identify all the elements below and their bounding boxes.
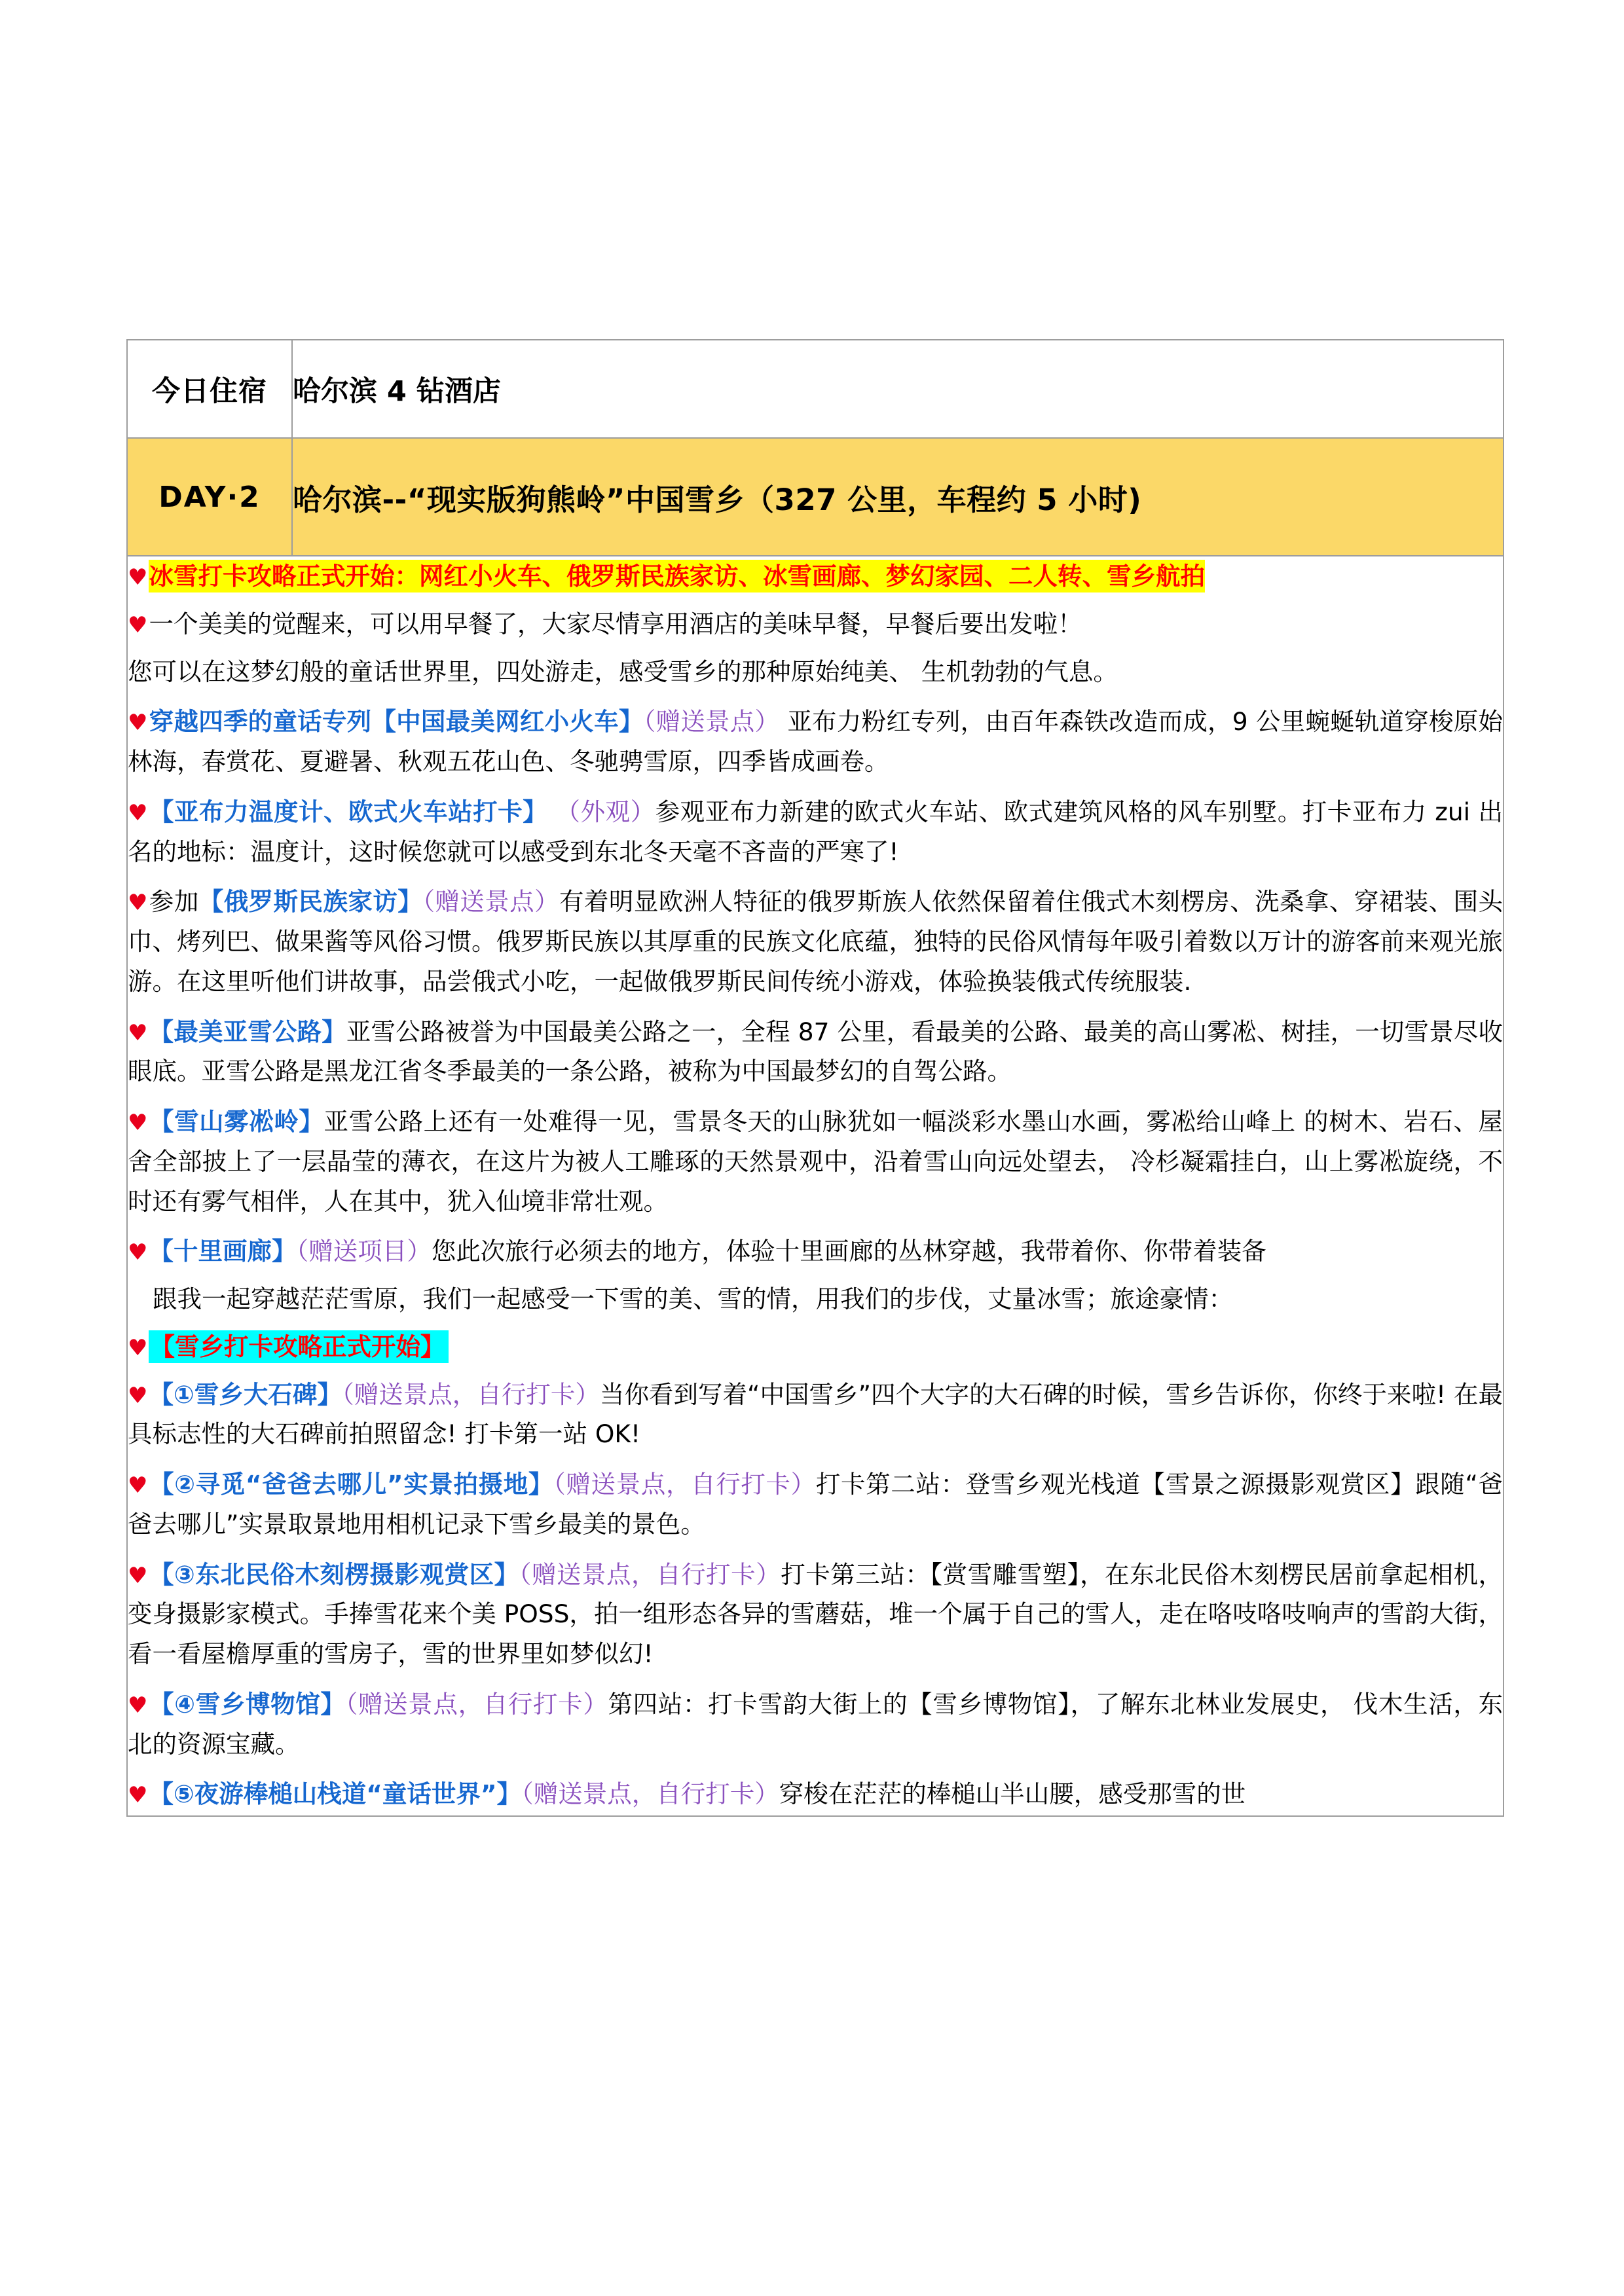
paragraph-checkpoint-5 xyxy=(128,1774,1503,1814)
checkpoint-4-heading: 【④雪乡博物馆】 xyxy=(149,1689,346,1719)
heart-bullet-icon: ♥ xyxy=(128,799,148,826)
rime-heading: 【雪山雾凇岭】 xyxy=(149,1107,324,1136)
heart-bullet-icon: ♥ xyxy=(128,1334,148,1361)
train-text: 亚布力粉红专列，由百年森铁改造而成，9 公里蜿蜒轨道穿梭原始林海，春赏花、夏避暑、秋观五花山色、冬驰骋雪原，四季皆成画卷。 xyxy=(128,707,1504,776)
table-row-content xyxy=(127,556,1504,1816)
heart-bullet-icon: ♥ xyxy=(128,1110,149,1136)
checkpoint-2-heading: 【②寻觅“爸爸去哪儿”实景拍摄地】 xyxy=(149,1470,554,1499)
paragraph-checkpoint-3 xyxy=(128,1555,1503,1674)
gallery-heading: 【十里画廊】 xyxy=(149,1237,297,1266)
highway-heading: 【最美亚雪公路】 xyxy=(149,1017,346,1046)
checkpoint-2-note: （赠送景点，自行打卡） xyxy=(553,1470,816,1499)
checkpoint-5-heading: 【⑤夜游棒槌山栈道“童话世界”】 xyxy=(149,1779,522,1809)
train-note: （赠送景点） xyxy=(643,707,780,737)
paragraph-checkpoint-4 xyxy=(128,1685,1503,1764)
checkpoint-3-text: 打卡第三站：【赏雪雕雪塑】，在东北民俗木刻楞民居前拿起相机，变身摄影家模式。手捧雪花来个美 POSS，拍一组形态各异的雪蘑菇，堆一个属于自己的雪人，走在咯吱咯吱响声的雪韵大街，看一看屋檐厚重的雪房子，雪的世界里如梦似幻! xyxy=(128,1559,1504,1668)
checkpoint-1-text: 当你看到写着“中国雪乡”四个大字的大石碑的时候，雪乡告诉你，你终于来啦! 在最具标志性的大石碑前拍照留念! 打卡第一站 OK! xyxy=(128,1379,1504,1449)
paragraph-checkpoint-1 xyxy=(128,1375,1503,1455)
rime-text: 亚雪公路上还有一处难得一见，雪景冬天的山脉犹如一幅淡彩水墨山水画，雾凇给山峰上 的树木、岩石、屋舍全部披上了一层晶莹的薄衣，在这片为被人工雕琢的天然景观中，沿着雪山向远处望去， 冷杉凝霜挂白，山上雾凇旋绕，不时还有雾气相伴，人在其中，犹入仙境非常壮观。 xyxy=(128,1107,1504,1216)
gallery-note: （赠送项目） xyxy=(296,1237,432,1266)
heart-bullet-icon: ♥ xyxy=(128,1239,148,1266)
checkpoint-5-text: 穿梭在茫茫的棒槌山半山腰，感受那雪的世 xyxy=(779,1779,1246,1809)
breakfast-text: 一个美美的觉醒来，可以用早餐了，大家尽情享用酒店的美味早餐，早餐后要出发啦！ xyxy=(149,609,1082,638)
checkpoint-5-note: （赠送景点，自行打卡） xyxy=(521,1779,779,1809)
snowtown-banner-text: 【雪乡打卡攻略正式开始】 xyxy=(149,1330,449,1363)
itinerary-table xyxy=(126,339,1504,1817)
russian-text: 有着明显欧洲人特征的俄罗斯族人依然保留着住俄式木刻楞房、洗桑拿、穿裙装、围头巾、烤列巴、做果酱等风俗习惯。俄罗斯民族以其厚重的民族文化底蕴，独特的民俗风情每年吸引着数以万计的游客前来观光旅游。在这里听他们讲故事，品尝俄式小吃，一起做俄罗斯民间传统小游戏，体验换装俄式传统服装. xyxy=(128,887,1504,996)
russian-prefix: 参加 xyxy=(149,887,199,917)
gallery-text: 您此次旅行必须去的地方，体验十里画廊的丛林穿越，我带着你、你带着装备 xyxy=(431,1237,1266,1266)
checkpoint-2-text: 打卡第二站：登雪乡观光栈道【雪景之源摄影观赏区】跟随“爸爸去哪儿”实景取景地用相机记录下雪乡最美的景色。 xyxy=(128,1470,1503,1539)
intro-text: 您可以在这梦幻般的童话世界里，四处游走，感受雪乡的那种原始纯美、 生机勃勃的气息。 xyxy=(128,657,1118,686)
paragraph-checkpoint-2 xyxy=(128,1465,1503,1544)
thermometer-text: 参观亚布力新建的欧式火车站、欧式建筑风格的风车别墅。打卡亚布力 zui 出名的地标：温度计，这时候您就可以感受到东北冬天毫不吝啬的严寒了! xyxy=(128,797,1504,866)
heart-bullet-icon: ♥ xyxy=(128,1782,148,1809)
thermometer-note: （外观） xyxy=(555,797,655,826)
today-stay-label: 今日住宿 xyxy=(127,340,292,438)
paragraph-snowtown-banner xyxy=(128,1327,1503,1367)
checkpoint-3-note: （赠送景点，自行打卡） xyxy=(519,1559,781,1589)
banner-text: 冰雪打卡攻略正式开始：网红小火车、俄罗斯民族家访、冰雪画廊、梦幻家园、二人转、雪乡航拍 xyxy=(149,560,1205,592)
paragraph-ten-mile-gallery-cont xyxy=(128,1279,1503,1319)
highway-text: 亚雪公路被誉为中国最美公路之一，全程 87 公里，看最美的公路、最美的高山雾凇、树挂，一切雪景尽收眼底。亚雪公路是黑龙江省冬季最美的一条公路，被称为中国最梦幻的自驾公路。 xyxy=(128,1017,1503,1086)
heart-bullet-icon: ♥ xyxy=(128,1562,149,1589)
day-label: DAY·2 xyxy=(127,438,292,556)
checkpoint-4-text: 第四站：打卡雪韵大街上的【雪乡博物馆】，了解东北林业发展史， 伐木生活，东北的资源宝藏。 xyxy=(128,1689,1504,1758)
paragraph-banner xyxy=(128,556,1503,596)
checkpoint-4-note: （赠送景点，自行打卡） xyxy=(345,1689,608,1719)
paragraph-russian-family xyxy=(128,882,1503,1001)
checkpoint-3-heading: 【③东北民俗木刻楞摄影观赏区】 xyxy=(149,1559,519,1589)
today-stay-value: 哈尔滨 4 钻酒店 xyxy=(292,340,1504,438)
thermometer-heading: 【亚布力温度计、欧式火车站打卡】 xyxy=(149,797,548,826)
heart-bullet-icon: ♥ xyxy=(128,890,148,917)
heart-bullet-icon: ♥ xyxy=(128,611,148,638)
gallery-text-2: 跟我一起穿越茫茫雪原，我们一起感受一下雪的美、雪的情，用我们的步伐，丈量冰雪；旅途豪情： xyxy=(153,1285,1233,1313)
heart-bullet-icon: ♥ xyxy=(128,710,148,737)
paragraph-ten-mile-gallery xyxy=(128,1231,1503,1271)
paragraph-thermometer xyxy=(128,792,1503,872)
table-row-day-header xyxy=(127,438,1504,556)
paragraph-rime-ridge xyxy=(128,1102,1503,1221)
checkpoint-1-note: （赠送景点，自行打卡） xyxy=(341,1379,600,1409)
heart-bullet-icon: ♥ xyxy=(128,1472,149,1499)
heart-bullet-icon: ♥ xyxy=(128,1692,149,1719)
heart-bullet-icon: ♥ xyxy=(128,564,148,591)
table-row-today-stay xyxy=(127,340,1504,438)
paragraph-yaxue-highway xyxy=(128,1012,1503,1092)
russian-heading: 【俄罗斯民族家访】 xyxy=(198,887,423,917)
paragraph-breakfast xyxy=(128,604,1503,644)
heart-bullet-icon: ♥ xyxy=(128,1019,148,1046)
checkpoint-1-heading: 【①雪乡大石碑】 xyxy=(149,1379,342,1409)
itinerary-content xyxy=(127,556,1504,1816)
day-route-title: 哈尔滨--“现实版狗熊岭”中国雪乡（327 公里，车程约 5 小时) xyxy=(292,438,1504,556)
paragraph-train xyxy=(128,702,1503,782)
heart-bullet-icon: ♥ xyxy=(128,1382,148,1409)
russian-note: （赠送景点） xyxy=(422,887,560,917)
train-heading: 穿越四季的童话专列【中国最美网红小火车】 xyxy=(149,707,644,737)
paragraph-intro xyxy=(128,652,1503,692)
